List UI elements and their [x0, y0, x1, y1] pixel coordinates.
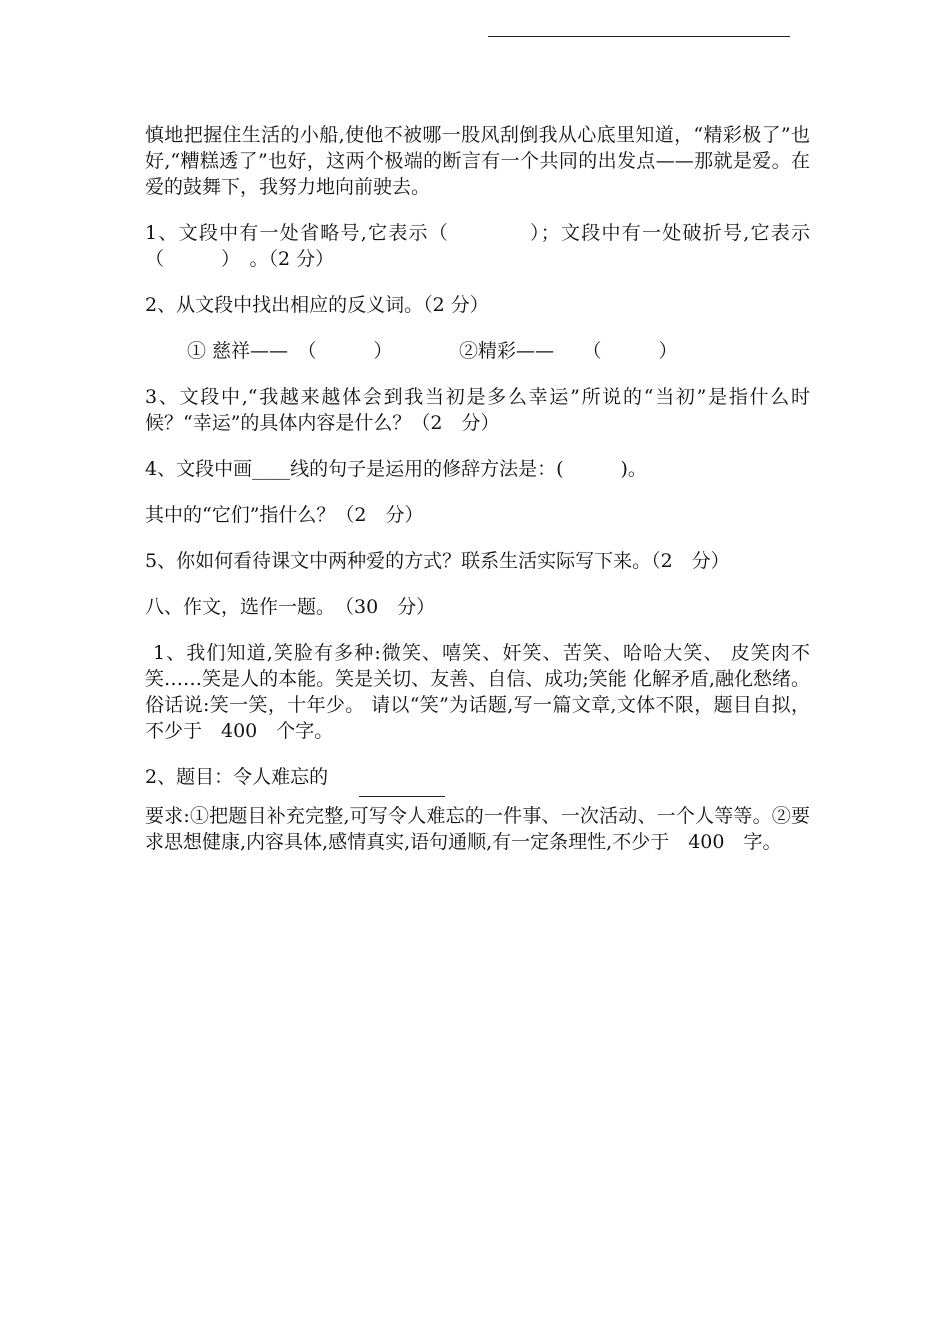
question-2: 2、从文段中找出相应的反义词。（2 分） — [145, 294, 489, 316]
question-1: 1、文段中有一处省略号,它表示（ ）；文段中有一处破折号,它表示（ ） 。（2 分） — [145, 222, 810, 270]
question-4-followup: 其中的“它们”指什么？（2 分） — [145, 504, 424, 526]
essay-title-blank-line — [359, 796, 445, 797]
essay-option-2-requirements: 要求:①把题目补充完整,可写令人难忘的一件事、一次活动、一个人等等。②要求思想健康,内容具体,感情真实,语句通顺,有一定条理性,不少于 400 字。 — [145, 805, 810, 853]
question-4: 4、文段中画____线的句子是运用的修辞方法是：( )。 — [145, 458, 647, 480]
question-5: 5、你如何看待课文中两种爱的方式？联系生活实际写下来。（2 分） — [145, 550, 730, 572]
essay-option-2-title: 2、题目：令人难忘的 — [145, 766, 329, 788]
section-8-heading: 八、作文，选作一题。 （30 分） — [145, 596, 436, 618]
worksheet-content — [145, 122, 810, 875]
essay-option-1: 1、我们知道,笑脸有多种:微笑、嘻笑、奸笑、苦笑、哈哈大笑、 皮笑肉不笑……笑是人的本能。笑是关切、友善、自信、成功;笑能 化解矛盾,融化愁绪。俗话说:笑一笑，十年少。 请以“笑”为话题,写一篇文章,文体不限，题目自拟，不少于 400 个字。 — [145, 642, 810, 742]
question-3: 3、文段中,“我越来越体会到我当初是多么幸运”所说的“当初”是指什么时候？“幸运”的具体内容是什么？（2 分） — [145, 386, 810, 434]
passage-excerpt: 慎地把握住生活的小船,使他不被哪一股风刮倒我从心底里知道，“精彩极了”也好,“糟糕透了”也好，这两个极端的断言有一个共同的出发点——那就是爱。在爱的鼓舞下，我努力地向前驶去。 — [145, 124, 810, 198]
question-2-antonym-pairs: ① 慈祥—— （ ） ②精彩—— （ ） — [187, 340, 678, 362]
header-rule — [488, 36, 790, 37]
